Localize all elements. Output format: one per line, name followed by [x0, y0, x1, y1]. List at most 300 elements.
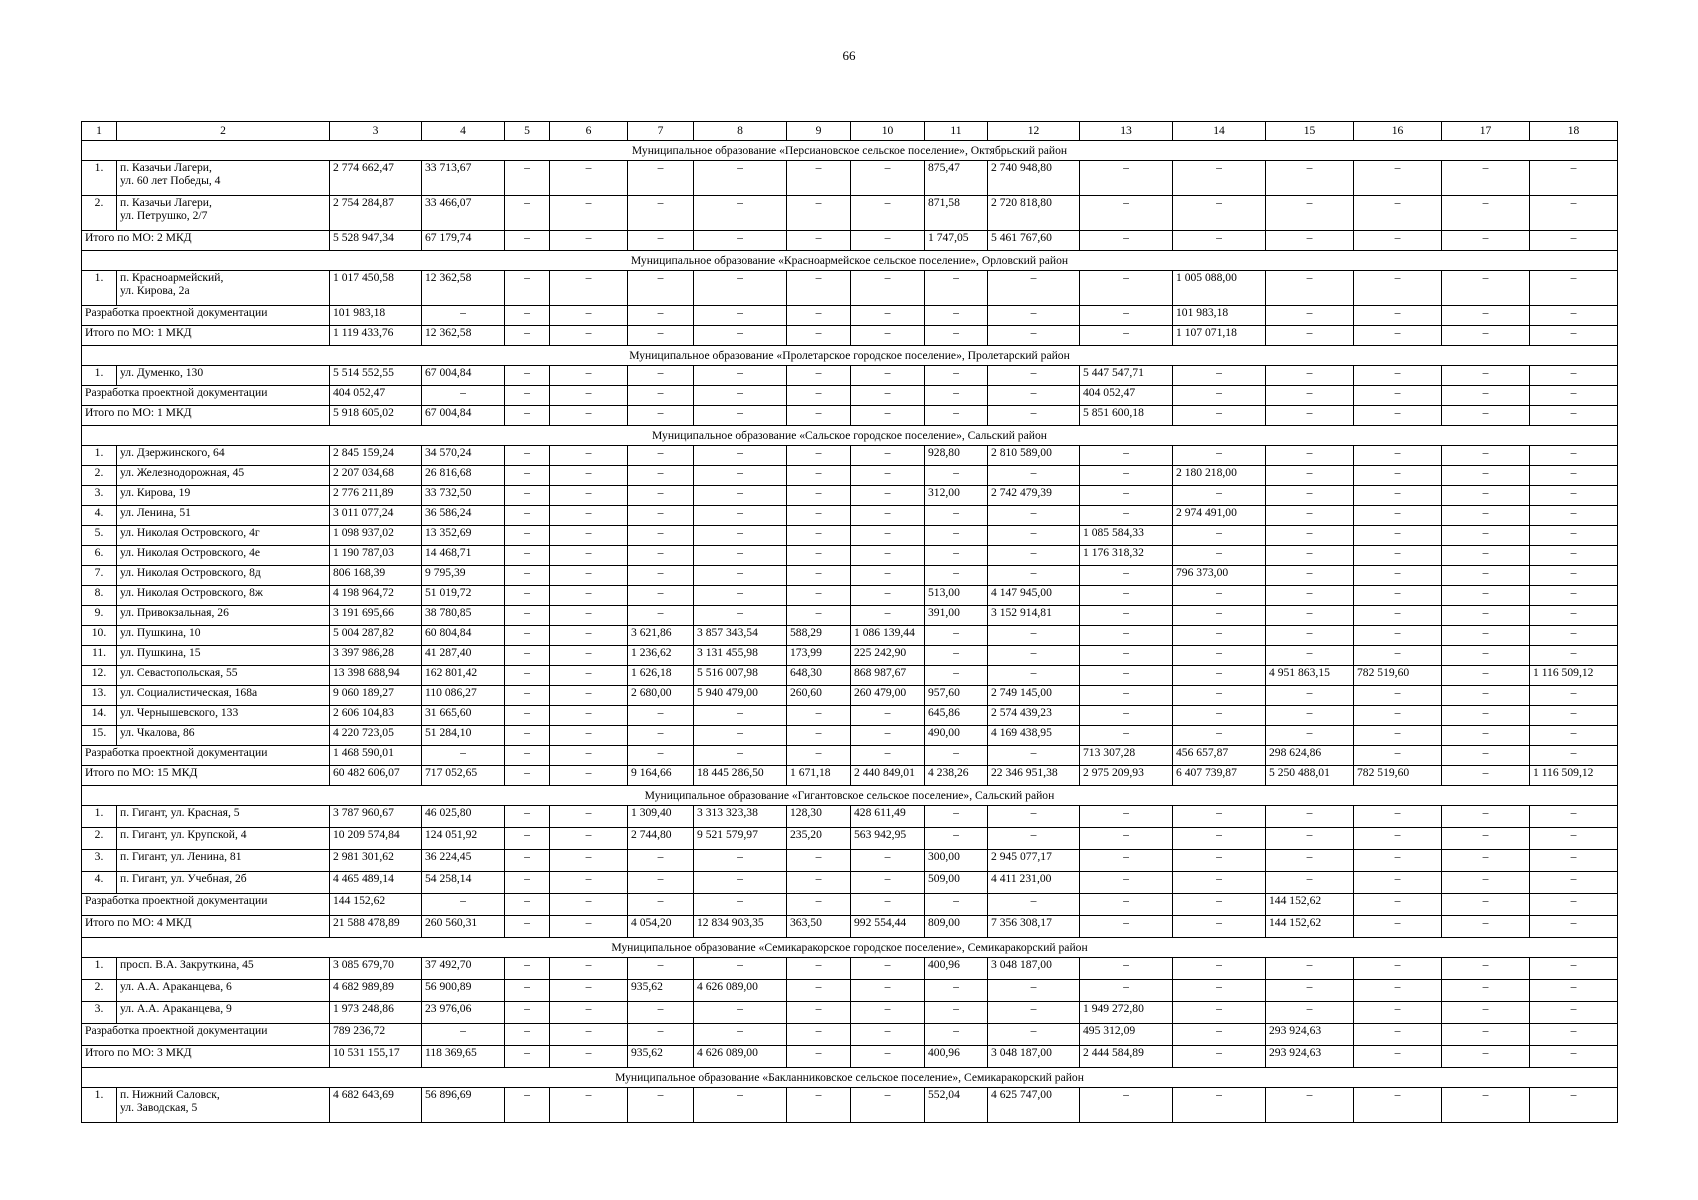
- row-label: Итого по МО: 1 МКД: [82, 406, 330, 426]
- address-line: просп. В.А. Закруткина, 45: [120, 958, 254, 971]
- value-cell: –: [505, 306, 550, 326]
- row-number: 9.: [82, 606, 117, 626]
- section-row: [82, 346, 1618, 366]
- value-cell: –: [787, 161, 851, 196]
- value-cell: –: [925, 526, 988, 546]
- address-cell: [117, 806, 330, 828]
- value-cell: –: [550, 366, 628, 386]
- value-cell: 1 086 139,44: [851, 626, 925, 646]
- row-number: 2.: [82, 828, 117, 850]
- value-cell: –: [851, 366, 925, 386]
- value-cell: –: [694, 546, 787, 566]
- value-cell: 5 004 287,82: [330, 626, 422, 646]
- value-cell: –: [550, 406, 628, 426]
- value-cell: –: [628, 506, 694, 526]
- value-cell: –: [851, 466, 925, 486]
- address-cell: [117, 506, 330, 526]
- value-cell: –: [1442, 231, 1530, 251]
- value-cell: 41 287,40: [422, 646, 505, 666]
- value-cell: –: [787, 506, 851, 526]
- value-cell: –: [1173, 666, 1266, 686]
- value-cell: –: [1266, 386, 1354, 406]
- value-cell: –: [1354, 386, 1442, 406]
- value-cell: –: [422, 1024, 505, 1046]
- value-cell: –: [422, 386, 505, 406]
- value-cell: –: [505, 872, 550, 894]
- value-cell: 67 004,84: [422, 406, 505, 426]
- value-cell: –: [550, 726, 628, 746]
- value-cell: 12 362,58: [422, 271, 505, 306]
- value-cell: –: [1080, 894, 1173, 916]
- value-cell: –: [628, 196, 694, 231]
- row-number: 7.: [82, 566, 117, 586]
- address-line: ул. Кирова, 19: [120, 486, 191, 499]
- row-number: 6.: [82, 546, 117, 566]
- value-cell: –: [1354, 306, 1442, 326]
- value-cell: –: [694, 850, 787, 872]
- address-line: ул. 60 лет Победы, 4: [120, 174, 221, 188]
- value-cell: 54 258,14: [422, 872, 505, 894]
- value-cell: –: [628, 566, 694, 586]
- value-cell: –: [1173, 626, 1266, 646]
- total-row: [82, 894, 1618, 916]
- value-cell: –: [505, 666, 550, 686]
- value-cell: 391,00: [925, 606, 988, 626]
- value-cell: 1 116 509,12: [1530, 666, 1618, 686]
- value-cell: –: [505, 566, 550, 586]
- value-cell: –: [505, 386, 550, 406]
- total-row: [82, 916, 1618, 938]
- value-cell: –: [851, 386, 925, 406]
- value-cell: 789 236,72: [330, 1024, 422, 1046]
- value-cell: 1 747,05: [925, 231, 988, 251]
- value-cell: –: [1080, 666, 1173, 686]
- value-cell: –: [1173, 366, 1266, 386]
- value-cell: 260 560,31: [422, 916, 505, 938]
- value-cell: –: [1354, 526, 1442, 546]
- total-row: [82, 326, 1618, 346]
- address-cell: [117, 666, 330, 686]
- value-cell: –: [505, 406, 550, 426]
- value-cell: –: [422, 746, 505, 766]
- value-cell: –: [925, 406, 988, 426]
- value-cell: –: [1442, 271, 1530, 306]
- value-cell: 3 191 695,66: [330, 606, 422, 626]
- value-cell: 490,00: [925, 726, 988, 746]
- total-row: [82, 406, 1618, 426]
- value-cell: –: [550, 231, 628, 251]
- address-line: ул. Николая Островского, 4е: [120, 546, 261, 559]
- value-cell: 38 780,85: [422, 606, 505, 626]
- value-cell: 2 740 948,80: [988, 161, 1080, 196]
- value-cell: 3 857 343,54: [694, 626, 787, 646]
- value-cell: –: [550, 872, 628, 894]
- value-cell: –: [1173, 586, 1266, 606]
- value-cell: –: [1442, 746, 1530, 766]
- value-cell: 4 169 438,95: [988, 726, 1080, 746]
- value-cell: –: [694, 606, 787, 626]
- value-cell: –: [694, 726, 787, 746]
- value-cell: 957,60: [925, 686, 988, 706]
- value-cell: 2 720 818,80: [988, 196, 1080, 231]
- value-cell: –: [1266, 306, 1354, 326]
- column-number-header: [82, 122, 1618, 141]
- value-cell: 2 440 849,01: [851, 766, 925, 786]
- value-cell: 3 085 679,70: [330, 958, 422, 980]
- value-cell: –: [1173, 606, 1266, 626]
- address-line: ул. А.А. Араканцева, 9: [120, 1002, 232, 1015]
- value-cell: –: [1173, 916, 1266, 938]
- value-cell: –: [550, 626, 628, 646]
- value-cell: 404 052,47: [1080, 386, 1173, 406]
- value-cell: –: [1354, 686, 1442, 706]
- value-cell: –: [1442, 646, 1530, 666]
- value-cell: 33 713,67: [422, 161, 505, 196]
- value-cell: –: [550, 306, 628, 326]
- value-cell: 2 180 218,00: [1173, 466, 1266, 486]
- value-cell: –: [505, 958, 550, 980]
- value-cell: 588,29: [787, 626, 851, 646]
- value-cell: –: [1530, 916, 1618, 938]
- value-cell: 1 190 787,03: [330, 546, 422, 566]
- value-cell: –: [1442, 546, 1530, 566]
- value-cell: 1 949 272,80: [1080, 1002, 1173, 1024]
- value-cell: –: [1354, 850, 1442, 872]
- value-cell: –: [628, 231, 694, 251]
- value-cell: –: [694, 1002, 787, 1024]
- value-cell: –: [505, 161, 550, 196]
- address-cell: [117, 872, 330, 894]
- value-cell: –: [1080, 486, 1173, 506]
- column-header: 9: [787, 122, 851, 141]
- value-cell: –: [1173, 546, 1266, 566]
- value-cell: –: [1266, 980, 1354, 1002]
- value-cell: –: [628, 446, 694, 466]
- column-header: 5: [505, 122, 550, 141]
- value-cell: –: [1266, 828, 1354, 850]
- value-cell: –: [851, 231, 925, 251]
- value-cell: –: [550, 706, 628, 726]
- value-cell: –: [988, 366, 1080, 386]
- value-cell: 34 570,24: [422, 446, 505, 466]
- value-cell: –: [851, 894, 925, 916]
- value-cell: –: [1354, 626, 1442, 646]
- value-cell: –: [1354, 828, 1442, 850]
- value-cell: 552,04: [925, 1088, 988, 1123]
- value-cell: –: [1530, 1088, 1618, 1123]
- value-cell: –: [1266, 271, 1354, 306]
- value-cell: 13 398 688,94: [330, 666, 422, 686]
- value-cell: –: [1530, 161, 1618, 196]
- value-cell: 5 447 547,71: [1080, 366, 1173, 386]
- value-cell: –: [505, 231, 550, 251]
- value-cell: 1 671,18: [787, 766, 851, 786]
- value-cell: –: [1080, 606, 1173, 626]
- value-cell: 513,00: [925, 586, 988, 606]
- column-header: 8: [694, 122, 787, 141]
- value-cell: –: [925, 506, 988, 526]
- row-number: 4.: [82, 506, 117, 526]
- value-cell: –: [1080, 326, 1173, 346]
- column-header: 12: [988, 122, 1080, 141]
- value-cell: –: [694, 894, 787, 916]
- value-cell: –: [787, 526, 851, 546]
- value-cell: 2 574 439,23: [988, 706, 1080, 726]
- value-cell: 648,30: [787, 666, 851, 686]
- row-number: 3.: [82, 1002, 117, 1024]
- row-label: Разработка проектной документации: [82, 1024, 330, 1046]
- value-cell: –: [1266, 872, 1354, 894]
- value-cell: 4 682 643,69: [330, 1088, 422, 1123]
- value-cell: –: [988, 894, 1080, 916]
- value-cell: –: [988, 506, 1080, 526]
- row-number: 8.: [82, 586, 117, 606]
- value-cell: –: [694, 586, 787, 606]
- value-cell: 9 164,66: [628, 766, 694, 786]
- value-cell: –: [550, 1002, 628, 1024]
- value-cell: –: [1442, 766, 1530, 786]
- value-cell: –: [1266, 366, 1354, 386]
- value-cell: 5 940 479,00: [694, 686, 787, 706]
- value-cell: –: [694, 306, 787, 326]
- value-cell: –: [1530, 466, 1618, 486]
- value-cell: –: [787, 466, 851, 486]
- section-title: Муниципальное образование «Персиановское сельское поселение», Октябрьский район: [82, 141, 1618, 161]
- address-line: п. Гигант, ул. Крупской, 4: [120, 828, 247, 841]
- value-cell: 2 945 077,17: [988, 850, 1080, 872]
- table-row: [82, 606, 1618, 626]
- value-cell: 809,00: [925, 916, 988, 938]
- table-row: [82, 626, 1618, 646]
- value-cell: –: [851, 958, 925, 980]
- section-title: Муниципальное образование «Семикаракорское городское поселение», Семикаракорский район: [82, 938, 1618, 958]
- value-cell: –: [1173, 1088, 1266, 1123]
- value-cell: –: [925, 566, 988, 586]
- value-cell: –: [1080, 686, 1173, 706]
- value-cell: –: [694, 746, 787, 766]
- value-cell: –: [1530, 546, 1618, 566]
- table-row: [82, 526, 1618, 546]
- value-cell: –: [1080, 646, 1173, 666]
- address-line: ул. Дзержинского, 64: [120, 446, 225, 459]
- value-cell: –: [787, 386, 851, 406]
- value-cell: –: [1530, 958, 1618, 980]
- value-cell: –: [1442, 806, 1530, 828]
- value-cell: –: [1354, 726, 1442, 746]
- address-line: ул. А.А. Араканцева, 6: [120, 980, 232, 993]
- table-row: [82, 196, 1618, 231]
- value-cell: 293 924,63: [1266, 1046, 1354, 1068]
- value-cell: –: [1266, 506, 1354, 526]
- value-cell: –: [1173, 526, 1266, 546]
- value-cell: 1 107 071,18: [1173, 326, 1266, 346]
- value-cell: 3 152 914,81: [988, 606, 1080, 626]
- value-cell: 1 468 590,01: [330, 746, 422, 766]
- value-cell: –: [505, 766, 550, 786]
- address-line: ул. Николая Островского, 4г: [120, 526, 260, 539]
- value-cell: –: [1266, 406, 1354, 426]
- value-cell: –: [1354, 161, 1442, 196]
- value-cell: –: [550, 506, 628, 526]
- value-cell: 22 346 951,38: [988, 766, 1080, 786]
- value-cell: 2 680,00: [628, 686, 694, 706]
- value-cell: –: [1266, 566, 1354, 586]
- value-cell: –: [925, 326, 988, 346]
- address-cell: [117, 850, 330, 872]
- value-cell: –: [787, 894, 851, 916]
- value-cell: –: [1080, 196, 1173, 231]
- value-cell: 12 362,58: [422, 326, 505, 346]
- value-cell: 144 152,62: [330, 894, 422, 916]
- address-cell: [117, 606, 330, 626]
- value-cell: 4 220 723,05: [330, 726, 422, 746]
- value-cell: –: [694, 506, 787, 526]
- value-cell: –: [1354, 326, 1442, 346]
- value-cell: –: [787, 546, 851, 566]
- value-cell: –: [1442, 850, 1530, 872]
- value-cell: 2 981 301,62: [330, 850, 422, 872]
- value-cell: –: [694, 386, 787, 406]
- value-cell: 992 554,44: [851, 916, 925, 938]
- column-header: 13: [1080, 122, 1173, 141]
- value-cell: 2 749 145,00: [988, 686, 1080, 706]
- value-cell: 717 052,65: [422, 766, 505, 786]
- value-cell: –: [1530, 326, 1618, 346]
- value-cell: 782 519,60: [1354, 666, 1442, 686]
- value-cell: –: [1080, 958, 1173, 980]
- value-cell: 60 804,84: [422, 626, 505, 646]
- value-cell: –: [851, 486, 925, 506]
- column-header: 7: [628, 122, 694, 141]
- address-line: п. Красноармейский,: [120, 271, 224, 284]
- value-cell: 2 744,80: [628, 828, 694, 850]
- value-cell: –: [1442, 366, 1530, 386]
- value-cell: –: [1354, 1088, 1442, 1123]
- value-cell: –: [1080, 828, 1173, 850]
- value-cell: 162 801,42: [422, 666, 505, 686]
- value-cell: 796 373,00: [1173, 566, 1266, 586]
- column-header: 6: [550, 122, 628, 141]
- value-cell: –: [1354, 1024, 1442, 1046]
- value-cell: –: [988, 306, 1080, 326]
- value-cell: –: [925, 828, 988, 850]
- address-cell: [117, 646, 330, 666]
- value-cell: –: [505, 486, 550, 506]
- table-row: [82, 1088, 1618, 1123]
- value-cell: –: [1354, 366, 1442, 386]
- value-cell: 1 119 433,76: [330, 326, 422, 346]
- value-cell: 9 060 189,27: [330, 686, 422, 706]
- address-cell: [117, 486, 330, 506]
- value-cell: –: [1266, 706, 1354, 726]
- value-cell: 101 983,18: [1173, 306, 1266, 326]
- value-cell: –: [851, 980, 925, 1002]
- value-cell: –: [422, 894, 505, 916]
- value-cell: –: [988, 566, 1080, 586]
- value-cell: –: [1354, 446, 1442, 466]
- value-cell: –: [787, 306, 851, 326]
- value-cell: 36 586,24: [422, 506, 505, 526]
- value-cell: –: [1354, 586, 1442, 606]
- value-cell: –: [1442, 828, 1530, 850]
- value-cell: 10 531 155,17: [330, 1046, 422, 1068]
- value-cell: 293 924,63: [1266, 1024, 1354, 1046]
- value-cell: –: [505, 828, 550, 850]
- value-cell: –: [1442, 506, 1530, 526]
- value-cell: –: [505, 916, 550, 938]
- table-row: [82, 666, 1618, 686]
- value-cell: –: [787, 486, 851, 506]
- value-cell: –: [1442, 706, 1530, 726]
- value-cell: 56 896,69: [422, 1088, 505, 1123]
- value-cell: –: [694, 706, 787, 726]
- row-number: 3.: [82, 850, 117, 872]
- value-cell: –: [694, 271, 787, 306]
- value-cell: –: [505, 1046, 550, 1068]
- value-cell: 3 621,86: [628, 626, 694, 646]
- value-cell: –: [1266, 466, 1354, 486]
- value-cell: 67 004,84: [422, 366, 505, 386]
- total-row: [82, 1046, 1618, 1068]
- value-cell: –: [1354, 196, 1442, 231]
- value-cell: –: [1530, 446, 1618, 466]
- row-number: 12.: [82, 666, 117, 686]
- row-number: 1.: [82, 1088, 117, 1123]
- value-cell: –: [988, 828, 1080, 850]
- address-cell: [117, 1088, 330, 1123]
- value-cell: 2 774 662,47: [330, 161, 422, 196]
- value-cell: –: [925, 546, 988, 566]
- value-cell: –: [925, 806, 988, 828]
- column-header: 3: [330, 122, 422, 141]
- value-cell: –: [505, 526, 550, 546]
- value-cell: 1 309,40: [628, 806, 694, 828]
- value-cell: –: [550, 646, 628, 666]
- value-cell: –: [1266, 446, 1354, 466]
- value-cell: 2 810 589,00: [988, 446, 1080, 466]
- address-line: ул. Николая Островского, 8д: [120, 566, 261, 579]
- value-cell: –: [694, 231, 787, 251]
- value-cell: 509,00: [925, 872, 988, 894]
- value-cell: –: [851, 1024, 925, 1046]
- value-cell: –: [1080, 726, 1173, 746]
- value-cell: 9 795,39: [422, 566, 505, 586]
- value-cell: –: [1530, 706, 1618, 726]
- value-cell: –: [1442, 1002, 1530, 1024]
- value-cell: –: [550, 196, 628, 231]
- row-number: 11.: [82, 646, 117, 666]
- section-title: Муниципальное образование «Красноармейское сельское поселение», Орловский район: [82, 251, 1618, 271]
- value-cell: –: [1530, 1002, 1618, 1024]
- value-cell: –: [550, 766, 628, 786]
- value-cell: –: [1530, 1046, 1618, 1068]
- value-cell: –: [851, 526, 925, 546]
- address-line: п. Казачьи Лагери,: [120, 161, 212, 174]
- value-cell: 4 465 489,14: [330, 872, 422, 894]
- value-cell: 7 356 308,17: [988, 916, 1080, 938]
- value-cell: 144 152,62: [1266, 894, 1354, 916]
- value-cell: 4 626 089,00: [694, 1046, 787, 1068]
- value-cell: 4 054,20: [628, 916, 694, 938]
- value-cell: –: [550, 161, 628, 196]
- value-cell: –: [787, 326, 851, 346]
- value-cell: –: [550, 916, 628, 938]
- value-cell: 173,99: [787, 646, 851, 666]
- value-cell: –: [787, 872, 851, 894]
- value-cell: 33 732,50: [422, 486, 505, 506]
- row-label: Итого по МО: 3 МКД: [82, 1046, 330, 1068]
- value-cell: –: [1173, 686, 1266, 706]
